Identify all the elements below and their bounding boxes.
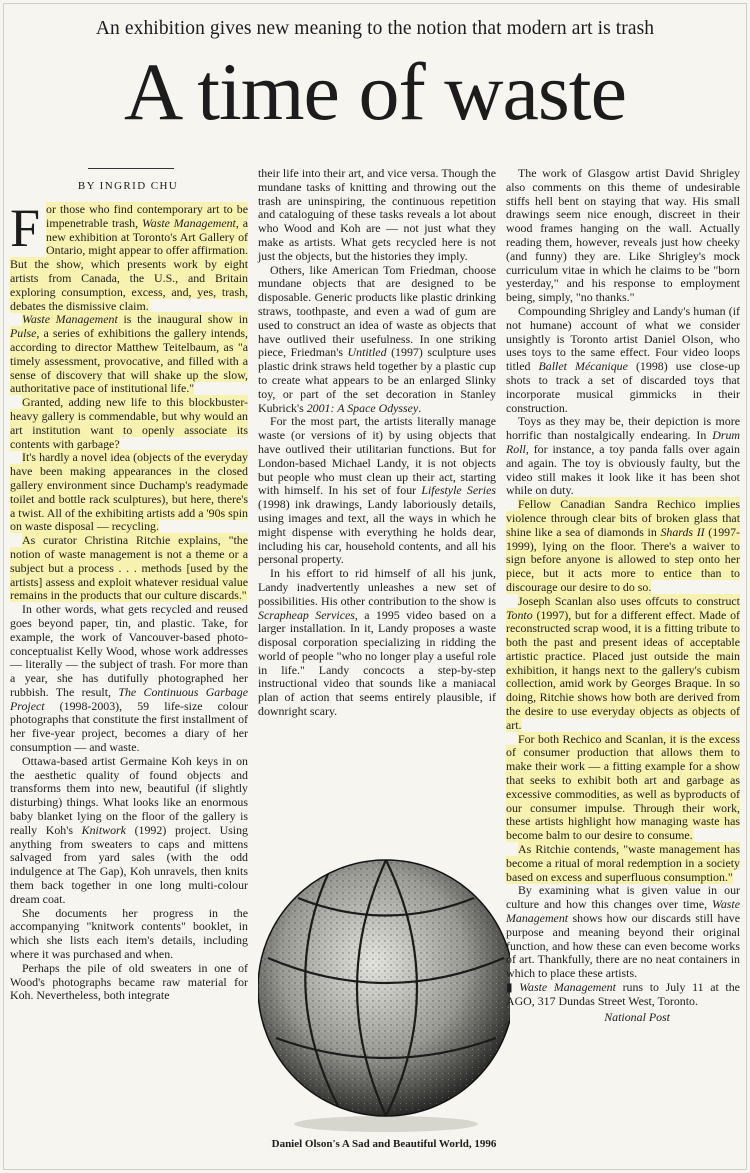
text: She documents her progress in the accompanying "knitwork contents" booklet, in which she lists each item's details, including where it was purchased and when.: [10, 905, 248, 962]
paragraph: [10, 755, 248, 907]
bullet-icon: ▮: [506, 980, 520, 995]
text-italic: Drum Roll: [506, 428, 740, 456]
paragraph: [258, 167, 496, 264]
paragraph: [10, 962, 248, 1003]
text: Toys as they may be, their depiction is more horrific than nostalgically endearing. In: [506, 414, 740, 443]
text-italic: Waste Management: [22, 312, 118, 327]
text: Joseph Scanlan also uses offcuts to construct: [518, 593, 740, 608]
text: (1997) sculpture uses plastic drink straws held together by a plastic cup to create what appears to be an enlarged Slinky toy, or part of the set decoration in Stanley Kubrick's: [258, 345, 497, 415]
text: As Ritchie contends, "waste management has become a ritual of moral redemption in a society based on excess and superfluous consumption.": [506, 842, 740, 884]
text: is the inaugural show in: [117, 312, 248, 327]
text: , a series of exhibitions the gallery intends, according to director Matthew Teitelbaum, as "a timely assessment, provocative, and filled with a sense of discovery that will shake up the slow, authoritative pace of institutional life.": [10, 326, 248, 396]
text: their life into their art, and vice versa. Though the mundane tasks of knitting and throwing out the trash are uninspiring, the continuous repetition and cataloguing of these tasks reveals a lot about who Wood and Koh are — not just what they make as artists. What gets recycled here is not just the objects, but the histories they imply.: [258, 166, 496, 263]
paragraph: [10, 396, 248, 451]
paragraph: [258, 415, 496, 567]
text: Fellow Canadian Sandra Rechico implies violence through clear bits of broken glass that shine like a sea of diamonds in: [506, 497, 740, 539]
paragraph: [506, 595, 740, 733]
text-italic: Tonto: [506, 607, 533, 622]
text-italic: Shards II: [660, 524, 705, 539]
text: In his effort to rid himself of all his junk, Landy inadvertently unleashes a new set of possibilities. His other contribution to the show is: [258, 566, 496, 608]
byline: BY INGRID CHU: [77, 180, 179, 192]
text: (1998) use close-up shots to track a set of discarded toys that incorporate musical gimmicks in their construction.: [506, 359, 740, 415]
text-italic: Ballet Mécanique: [538, 359, 628, 374]
text-italic: Scrapheap Services: [258, 607, 355, 622]
paragraph: [506, 733, 740, 843]
paragraph: [258, 264, 496, 416]
paragraph: [10, 451, 248, 534]
paragraph: [258, 567, 496, 719]
text: (1997-1999), lying on the floor. There's a waiver to sign before anyone is allowed to step onto her piece, but it acts more to entice than to discourage our desire to do so.: [506, 524, 740, 594]
column-3: [506, 167, 740, 1024]
text: Ottawa-based artist Germaine Koh keys in on the aesthetic quality of found objects and transforms them into new, beautiful (if slightly disturbing) things. What looks like an enormous baby blanket lying on the floor of the gallery is really Koh's: [10, 753, 248, 837]
article-headline: A time of waste: [124, 46, 626, 137]
exhibition-info: [506, 981, 740, 1009]
text: shows how our discards still have purpose and meaning beyond their original function, and how these can even become works of art. Thankfully, there are no neat containers in which to place these artists.: [506, 911, 740, 981]
text-italic: Pulse: [10, 326, 37, 341]
text: For both Rechico and Scanlan, it is the excess of consumer production that allows them to make their work — a fitting example for a show that seeks to exhibit both art and garbage as excessive commodities, as well as byproducts of our consumer impulse. Through their work, these artists highlight how managing waste has become balm to our desire to consume.: [506, 731, 740, 843]
text: , for instance, a toy panda falls over again and again. The toy is obviously faulty, but the video still makes it look like it has been shot while on duty.: [506, 441, 740, 498]
text-italic: 2001: A Space Odyssey: [306, 400, 419, 415]
text: It's hardly a novel idea (objects of the everyday have been making appearances in the closed gallery environment since Duchamp's readymade toilet and bottle rack sculptures), but here, there's a twist. All of the exhibiting artists add a '90s spin on waste disposal — recycling.: [10, 450, 248, 534]
text: , a new exhibition at Toronto's Art Gallery of Ontario, might appear to offer affirmation. But the show, which presents work by eight artists from Canada, the U.S., and Britain exploring consumption, excess, and, yes, trash, debates the dismissive claim.: [10, 215, 249, 313]
text: The work of Glasgow artist David Shrigley also comments on this theme of undesirable stiffs hell bent on staying that way. His small drawings seem nice enough, discreet in their wood frames hanging on the wall. Actually reading them, however, reveals just how cheeky (and funny) they are. Like Shrigley's mock curriculum vitae in which he claims to be "born yesterday," and his response to employment being, simply, "no thanks.": [506, 166, 740, 305]
paragraph: [10, 603, 248, 755]
text: Others, like American Tom Friedman, choose mundane objects that are designed to be disposable. Generic products like plastic drinking straws, toothpaste, and even a wad of gum are used to construct an idea of waste as objects that have outlived their usefulness. In one striking piece, Friedman's: [258, 262, 496, 360]
text: (1997), but for a different effect. Made of reconstructed scrap wood, it is a fitting tribute to both the past and present ideas of acceptable artistic practice. Placed just outside the main exhibition, it hangs next to the gallery's cubism collection, amid work by Georges Braque. In so doing, Ritchie shows how both are derived from the desire to use everyday objects as objects of art.: [506, 607, 740, 732]
paragraph: [506, 843, 740, 884]
photo-caption: Daniel Olson's A Sad and Beautiful World, 1996: [271, 1138, 497, 1150]
text: Compounding Shrigley and Landy's human (if not humane) account of what we consider unsightly is Toronto artist Daniel Olson, who uses toys to the same effect. Four video loops titled: [506, 303, 740, 374]
paragraph: [10, 198, 249, 313]
text: As curator Christina Ritchie explains, "the notion of waste management is not a theme or a subject but a process . . . methods [used by the artists] assess and exploit whatever residual value remains in the products that our culture discards.": [10, 533, 248, 603]
text-italic: Lifestyle Series: [421, 483, 496, 498]
paragraph: [506, 167, 740, 305]
column-2: [258, 167, 496, 719]
column-1: [10, 198, 249, 1003]
text: , a 1995 video based on a larger installation. In it, Landy proposes a waste disposal corporation specializing in ridding the world of people "who no longer play a useful role in life." Landy concocts a step-by-step instructional video that sounds like a maniacal plan of action that seems entirely plausible, if downright scary.: [258, 607, 496, 719]
text-italic: Waste Management: [141, 215, 236, 230]
paragraph: [506, 884, 740, 981]
drop-cap: F: [10, 198, 41, 258]
paragraph: [10, 313, 248, 396]
paragraph: [506, 415, 740, 498]
text: or those who find contemporary art to be impenetrable trash,: [46, 202, 248, 230]
text-italic: Waste Management: [519, 980, 616, 995]
source-credit: National Post: [604, 1009, 670, 1024]
paragraph: [10, 534, 248, 603]
text-italic: The Continuous Garbage Project: [10, 684, 248, 713]
text: For the most part, the artists literally manage waste (or versions of it) by using objects that have outlived their utilitarian functions. But for London-based Michael Landy, it is not objects but people who must clean up their act, starting with himself. In his set of four: [258, 414, 496, 498]
text-italic: Waste Management: [506, 897, 740, 926]
article-deck: An exhibition gives new meaning to the notion that modern art is trash: [95, 18, 655, 39]
text: (1992) project. Using anything from sweaters to caps and mittens salvaged from yard sales (with the odd indulgence at The Gap), Koh unravels, then knits them back together in one long multi-colour dream coat.: [10, 822, 249, 906]
text: Perhaps the pile of old sweaters in one of Wood's photographs became raw material for Koh. Nevertheless, both integrate: [10, 960, 248, 1003]
text: In other words, what gets recycled and reused goes beyond paper, tin, and plastic. Take, for example, the work of Vancouver-based photo-conceptualist Kelly Wood, whose work addresses — literally — the subject of trash. For more than a year, she has dutifully photographed her rubbish. The result,: [10, 602, 248, 699]
text: .: [418, 400, 422, 415]
paragraph: [506, 305, 740, 415]
text: (1998-2003), 59 life-size colour photographs that constitute the first installment of her five-year project, becomes a diary of her consumption — and waste.: [10, 698, 248, 755]
text: (1998) ink drawings, Landy laboriously details, using images and text, all the ways in which he might dispense with everything he holds dear, including his car, household contents, and all his personal property.: [258, 497, 496, 567]
text: By examining what is given value in our culture and how this changes over time,: [506, 883, 740, 912]
text-italic: Untitled: [347, 345, 387, 360]
artwork-photo: [258, 838, 510, 1170]
text-italic: Knitwork: [81, 822, 126, 837]
globe-sculpture-image: [258, 838, 510, 1136]
text: runs to July 11 at the AGO, 317 Dundas Street West, Toronto.: [506, 980, 740, 1008]
text: Granted, adding new life to this blockbuster-heavy gallery is commendable, but why would an art institution want to openly associate its contents with garbage?: [10, 395, 248, 451]
paragraph: [506, 498, 740, 595]
paragraph: [10, 907, 248, 962]
byline-rule: [88, 168, 174, 169]
